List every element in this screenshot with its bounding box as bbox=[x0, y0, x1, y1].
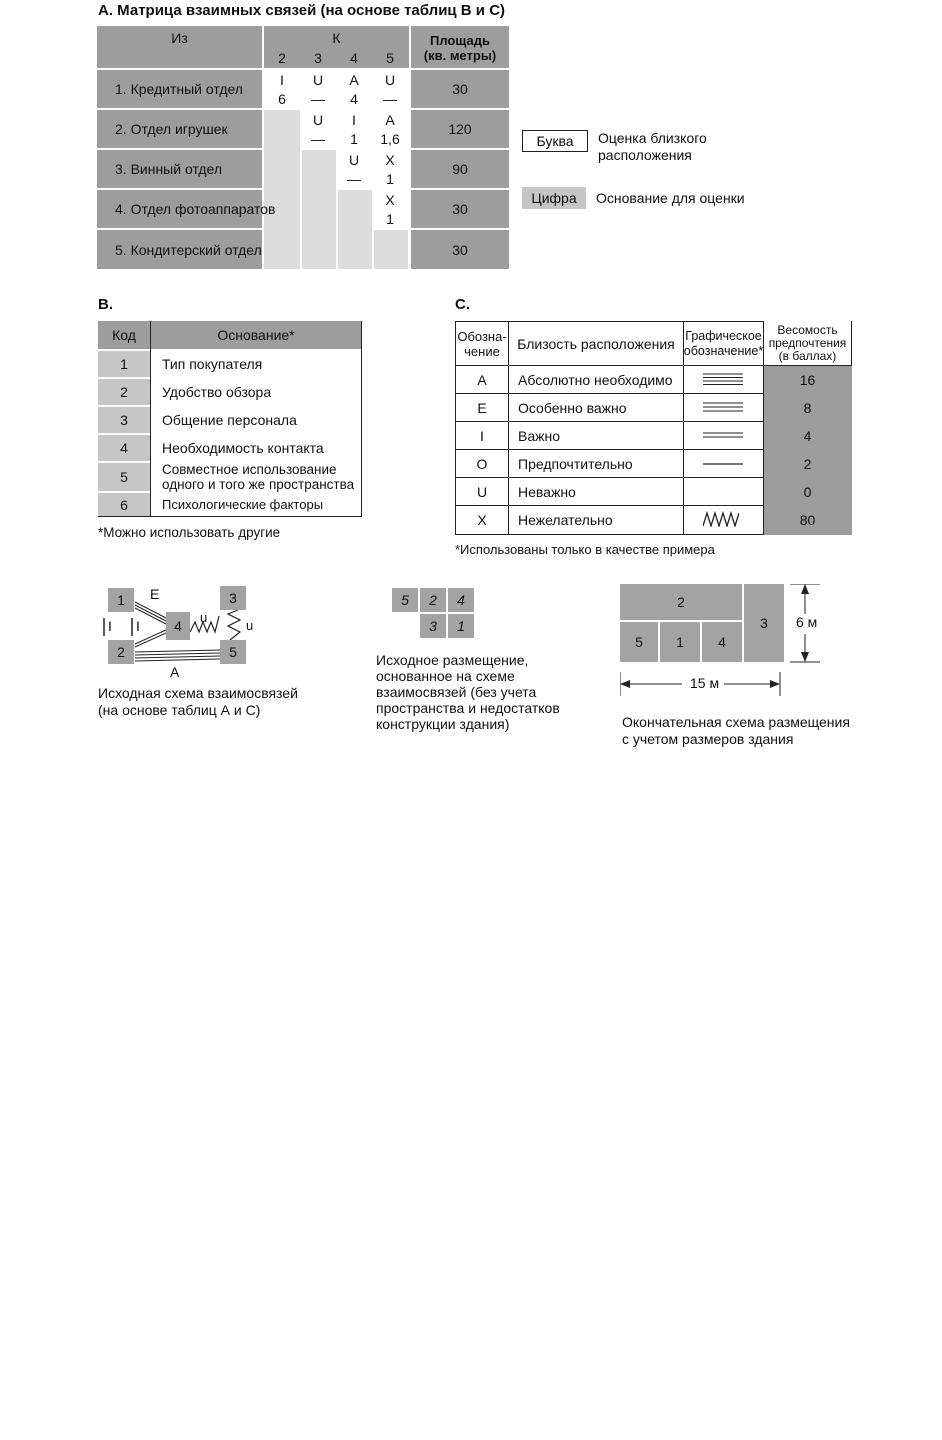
row-label-3: 3. Винный отдел bbox=[115, 161, 223, 177]
cell-letter: I bbox=[352, 111, 356, 128]
node-3: 3 bbox=[220, 586, 246, 610]
reason-code: 1 bbox=[120, 356, 128, 372]
cell-letter: X bbox=[385, 151, 395, 168]
cell-letter: X bbox=[385, 191, 395, 208]
row-area-1: 30 bbox=[452, 81, 468, 97]
edge-label-u1: u bbox=[200, 610, 208, 625]
closeness-symbol: I bbox=[480, 427, 484, 444]
section-c-footnote: *Использованы только в качестве примера bbox=[455, 542, 715, 557]
two-line-icon bbox=[703, 431, 743, 439]
edge-label-u2: u bbox=[246, 618, 254, 633]
closeness-symbol: U bbox=[476, 483, 488, 500]
closeness-symbol: A bbox=[477, 371, 487, 388]
reason-text: Общение персонала bbox=[162, 412, 297, 428]
layout-cell: 4 bbox=[448, 588, 474, 612]
closeness-label: Нежелательно bbox=[518, 512, 613, 528]
row-label-2: 2. Отдел игрушек bbox=[115, 121, 228, 137]
cell-digit: 6 bbox=[278, 90, 286, 107]
row-area-3: 90 bbox=[452, 161, 468, 177]
section-b-footnote: *Можно использовать другие bbox=[98, 525, 281, 540]
cell-digit: 1 bbox=[350, 130, 358, 147]
k-col-4: 4 bbox=[350, 50, 358, 66]
reason-code: 4 bbox=[120, 440, 128, 456]
closeness-header-symbol: Обозна- чение bbox=[457, 328, 507, 359]
closeness-weight: 8 bbox=[803, 399, 812, 416]
height-label: 6 м bbox=[796, 614, 818, 630]
closeness-header-graphic: Графическое обозначение* bbox=[683, 328, 764, 358]
k-col-3: 3 bbox=[314, 50, 322, 66]
cell-letter: A bbox=[385, 111, 395, 128]
node-5: 5 bbox=[220, 640, 246, 664]
zigzag-icon bbox=[703, 511, 739, 527]
cell-digit: — bbox=[347, 170, 361, 187]
layout-cell: 3 bbox=[420, 614, 446, 638]
cell-letter: U bbox=[312, 71, 324, 88]
cell-digit: — bbox=[311, 130, 325, 147]
cell-digit: — bbox=[311, 90, 325, 107]
diagram2-caption: Исходное размещение, основанное на схеме взаимосвязей (без учета пространства и недостатков конструкции здания) bbox=[376, 652, 560, 732]
reason-code: 3 bbox=[120, 412, 128, 428]
cell-letter: U bbox=[348, 151, 360, 168]
single-line-icon bbox=[703, 462, 743, 466]
reason-text: Психологические факторы bbox=[162, 497, 324, 512]
layout-cell: 1 bbox=[448, 614, 474, 638]
legend-letter-text: Оценка близкого расположения bbox=[598, 130, 707, 163]
cell-letter: I bbox=[280, 71, 284, 88]
header-area: Площадь (кв. метры) bbox=[423, 33, 497, 63]
reason-table bbox=[98, 321, 362, 517]
k-col-5: 5 bbox=[386, 50, 394, 66]
closeness-symbol: O bbox=[476, 455, 488, 472]
final-layout bbox=[620, 584, 840, 714]
diagram1-caption: Исходная схема взаимосвязей (на основе таблиц А и С) bbox=[98, 685, 298, 718]
closeness-symbol: E bbox=[477, 399, 487, 416]
closeness-symbol: X bbox=[477, 512, 487, 528]
reason-text: Совместное использование одного и того же пространства bbox=[162, 462, 355, 492]
closeness-weight: 4 bbox=[803, 427, 812, 444]
edge-label-e: E bbox=[150, 586, 160, 602]
cell-letter: A bbox=[349, 71, 359, 88]
edge-label-a: A bbox=[170, 664, 180, 680]
edge-label-i-mid: I bbox=[136, 618, 140, 634]
room-1: 1 bbox=[660, 622, 700, 662]
header-from: Из bbox=[171, 30, 188, 46]
reason-header-code: Код bbox=[112, 327, 136, 343]
closeness-label: Важно bbox=[518, 427, 561, 444]
cell-digit: — bbox=[383, 90, 397, 107]
closeness-label: Предпочтительно bbox=[518, 455, 633, 472]
closeness-header-closeness: Близость расположения bbox=[517, 335, 675, 352]
reason-code: 5 bbox=[120, 469, 128, 485]
row-area-2: 120 bbox=[448, 121, 472, 137]
layout-cell: 2 bbox=[420, 588, 446, 612]
layout-cell: 5 bbox=[392, 588, 418, 612]
relationship-diagram bbox=[98, 582, 258, 682]
closeness-weight: 80 bbox=[799, 512, 816, 528]
closeness-label: Абсолютно необходимо bbox=[518, 371, 673, 388]
row-label-4: 4. Отдел фотоаппаратов bbox=[115, 201, 276, 217]
reason-text: Необходимость контакта bbox=[162, 440, 324, 456]
reason-header-reason: Основание* bbox=[217, 327, 295, 343]
cell-letter: U bbox=[312, 111, 324, 128]
section-a-title: А. Матрица взаимных связей (на основе таблиц В и С) bbox=[98, 2, 506, 19]
room-5: 5 bbox=[620, 622, 658, 662]
cell-letter: U bbox=[384, 71, 396, 88]
closeness-label: Неважно bbox=[518, 483, 576, 500]
legend-digit-text: Основание для оценки bbox=[596, 190, 745, 206]
cell-digit: 1 bbox=[386, 210, 394, 227]
edge-label-i-left: I bbox=[108, 618, 112, 634]
closeness-weight: 16 bbox=[799, 371, 816, 388]
cell-digit: 4 bbox=[350, 90, 358, 107]
diagram3-caption: Окончательная схема размещения с учетом размеров здания bbox=[622, 714, 850, 747]
legend-digit-key: Цифра bbox=[522, 187, 586, 209]
reason-text: Удобство обзора bbox=[162, 384, 272, 400]
dimension-arrows bbox=[620, 584, 840, 714]
closeness-weight: 2 bbox=[803, 455, 812, 472]
four-line-icon bbox=[703, 372, 743, 386]
row-area-5: 30 bbox=[452, 241, 468, 258]
three-line-icon bbox=[703, 401, 743, 413]
width-label: 15 м bbox=[690, 675, 720, 691]
closeness-label: Особенно важно bbox=[518, 399, 627, 416]
legend-letter-key: Буква bbox=[522, 130, 588, 152]
closeness-weight: 0 bbox=[803, 483, 812, 500]
relationship-matrix bbox=[97, 26, 509, 269]
node-2: 2 bbox=[108, 640, 134, 664]
node-4: 4 bbox=[166, 612, 190, 640]
header-to: К bbox=[332, 30, 341, 46]
closeness-table bbox=[455, 321, 852, 535]
initial-layout bbox=[392, 588, 476, 640]
row-label-5: 5. Кондитерский отдел bbox=[115, 241, 262, 258]
section-c-title: С. bbox=[455, 296, 470, 313]
row-area-4: 30 bbox=[452, 201, 468, 217]
reason-code: 6 bbox=[120, 496, 128, 513]
reason-code: 2 bbox=[120, 384, 128, 400]
room-4: 4 bbox=[702, 622, 742, 662]
room-3: 3 bbox=[744, 584, 784, 662]
node-1: 1 bbox=[108, 588, 134, 612]
cell-digit: 1 bbox=[386, 170, 394, 187]
reason-text: Тип покупателя bbox=[162, 356, 263, 372]
cell-digit: 1,6 bbox=[380, 130, 400, 147]
room-2: 2 bbox=[620, 584, 742, 620]
section-b-title: B. bbox=[98, 296, 113, 313]
row-label-1: 1. Кредитный отдел bbox=[115, 81, 243, 97]
k-col-2: 2 bbox=[278, 50, 286, 66]
closeness-header-weight: Весомость предпочтения (в баллах) bbox=[768, 323, 847, 363]
